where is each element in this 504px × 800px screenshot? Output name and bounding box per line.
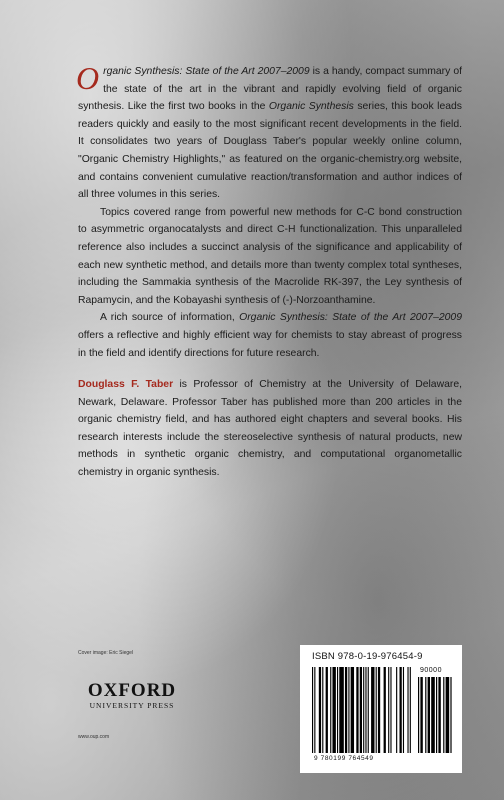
barcode-bar [363,667,364,753]
barcode-bar [332,667,335,753]
publisher-name: OXFORD [87,680,177,701]
blurb-text: series, this book leads readers quickly and easily to the most significant recent developments in the field. It consolidates two years of Douglass Taber's popular weekly online column, "Organic Chemistry Highlights," as featured on the organic-chemistry.org website, and contains convenient cumulative reaction/transformation and author indices of all three volumes in this series. [78,101,462,201]
barcode-bar [360,667,362,753]
barcode-bar [314,667,315,753]
barcode-bar [337,667,338,753]
barcode-bar [418,677,419,753]
ean-barcode [312,667,412,753]
book-title-italic: Organic Synthesis: State of the Art 2007–2009 [239,312,462,324]
barcode-bar [378,667,380,753]
publisher-subtitle: UNIVERSITY PRESS [89,701,175,710]
barcode-bar [356,667,358,753]
blurb-paragraph-2: Topics covered range from powerful new methods for C-C bond construction to asymmetric organocatalysts and direct C-H functionalization. This unparalleled reference also includes a succinct analysis of the significance and applicability of each new synthetic method, and details more than twenty complex total syntheses, including the Sammakia synthesis of the Macrolide RK-397, the Ley synthesis of Rapamycin, and the Kobayashi synthesis of (-)-Norzoanthamine. [78,206,462,306]
series-title-italic: Organic Synthesis [268,101,354,113]
blurb-paragraph-1 [76,60,462,204]
barcode-bar [326,667,328,753]
barcode-bar [351,667,354,753]
barcode-bar [388,667,389,753]
isbn-label: ISBN 978-0-19-976454-9 [312,651,423,662]
publisher-logo [78,681,186,711]
barcode-bar [403,667,404,753]
addon-barcode [418,677,454,753]
barcode-bar [396,667,397,753]
barcode-bar [368,667,369,753]
addon-digits: 90000 [420,667,442,674]
barcode-bar [431,677,435,753]
barcode-bar [443,677,444,753]
barcode-bar [420,677,422,753]
bio-text: is Professor of Chemistry at the University of Delaware, Newark, Delaware. Professor Taber has published more than 200 articles in the organic chemistry field, and has authored eight chapters and several books. His research interests include the stereoselective synthesis of natural products, new methods in synthetic organic chemistry, and computational organometallic chemistry in organic synthesis. [78,379,462,479]
book-title-italic: rganic Synthesis: State of the Art 2007–2009 [103,66,310,77]
barcode-bar [345,667,347,753]
barcode-bar [425,677,426,753]
barcode-bar [376,667,377,753]
barcode-bar [390,667,391,753]
barcode-bar [410,667,411,753]
author-bio [78,376,462,482]
cover-image-credit: Cover image: Eric Siegel [78,650,134,656]
barcode-bar [436,677,437,753]
barcode-bar [365,667,366,753]
barcode-bar [446,677,450,753]
barcode-bar [322,667,323,753]
author-name: Douglass F. Taber [78,379,174,391]
barcode-bar [450,677,451,753]
barcode-bar [407,667,408,753]
ean-digits: 9 780199 764549 [314,755,374,762]
blurb-paragraph-3 [78,309,462,362]
barcode-bar [319,667,321,753]
blurb-text: offers a reflective and highly efficient way for chemists to stay abreast of progress in the field and identify directions for future research. [78,329,462,359]
barcode-bar [384,667,386,753]
barcode-panel [300,645,462,773]
barcode-bar [371,667,374,753]
barcode-bar [330,667,331,753]
barcode-bar [348,667,349,753]
publisher-website: www.oup.com [78,734,110,740]
barcode-bar [400,667,402,753]
barcode-bar [312,667,313,753]
blurb-text: is a handy, compact summary of the state of the art in the vibrant and rapidly evolving field of organic synthesis. Like the first two books in the [78,66,462,113]
drop-cap: O [76,60,100,96]
barcode-bar [339,667,344,753]
barcode-bar [428,677,430,753]
blurb-text: A rich source of information, [100,312,240,324]
barcode-bar [438,677,440,753]
back-cover-blurb [76,60,462,482]
